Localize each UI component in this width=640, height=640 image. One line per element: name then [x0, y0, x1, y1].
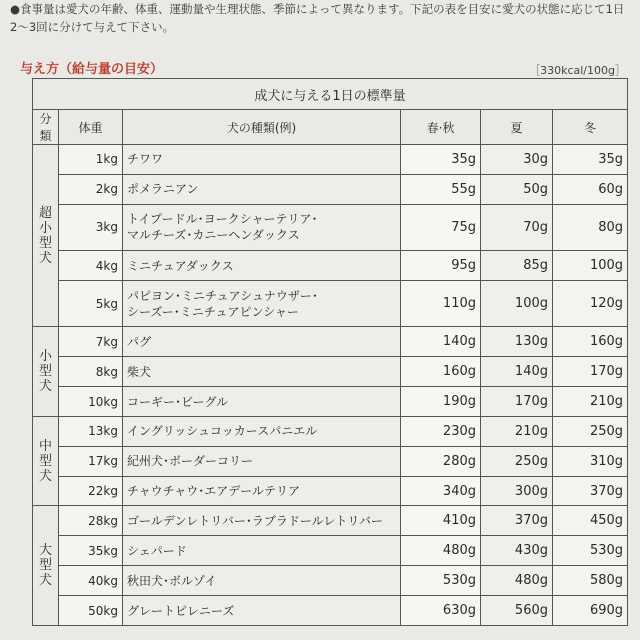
winter-amount: 100g	[553, 251, 628, 281]
winter-amount: 160g	[553, 327, 628, 357]
summer-amount: 210g	[481, 416, 553, 446]
table-row	[33, 204, 628, 250]
table-row	[33, 596, 628, 626]
header-weight: 体重	[59, 110, 123, 145]
summer-amount: 370g	[481, 506, 553, 536]
category-label: 中型犬	[38, 438, 52, 484]
winter-amount: 530g	[553, 536, 628, 566]
summer-amount: 85g	[481, 251, 553, 281]
winter-amount: 450g	[553, 506, 628, 536]
feeding-heading: 与え方（給与量の目安）	[20, 62, 164, 77]
summer-amount: 100g	[481, 280, 553, 326]
summer-amount: 50g	[481, 174, 553, 204]
weight-cell: 17kg	[59, 446, 123, 476]
spring-autumn-amount: 95g	[401, 251, 481, 281]
breed-cell: ポメラニアン	[123, 174, 401, 204]
table-row	[33, 476, 628, 506]
spring-autumn-amount: 140g	[401, 327, 481, 357]
summer-amount: 250g	[481, 446, 553, 476]
summer-amount: 430g	[481, 536, 553, 566]
table-row	[33, 416, 628, 446]
spring-autumn-amount: 75g	[401, 204, 481, 250]
weight-cell: 50kg	[59, 596, 123, 626]
header-winter: 冬	[553, 110, 628, 145]
category-cell	[33, 145, 59, 327]
winter-amount: 60g	[553, 174, 628, 204]
spring-autumn-amount: 630g	[401, 596, 481, 626]
table-row	[33, 536, 628, 566]
summer-amount: 300g	[481, 476, 553, 506]
winter-amount: 370g	[553, 476, 628, 506]
winter-amount: 170g	[553, 357, 628, 387]
spring-autumn-amount: 230g	[401, 416, 481, 446]
breed-cell: ゴールデンレトリバー･ラブラドールレトリバー	[123, 506, 401, 536]
winter-amount: 310g	[553, 446, 628, 476]
winter-amount: 35g	[553, 145, 628, 175]
table-row	[33, 145, 628, 175]
header-breed: 犬の種類(例)	[123, 110, 401, 145]
winter-amount: 690g	[553, 596, 628, 626]
header-spring-autumn: 春·秋	[401, 110, 481, 145]
table-body	[33, 145, 628, 626]
category-cell	[33, 416, 59, 506]
summer-amount: 560g	[481, 596, 553, 626]
breed-cell: パピヨン･ミニチュアシュナウザー･ シーズー･ミニチュアピンシャー	[123, 280, 401, 326]
winter-amount: 580g	[553, 566, 628, 596]
breed-cell: グレートピレニーズ	[123, 596, 401, 626]
table-row	[33, 357, 628, 387]
weight-cell: 4kg	[59, 251, 123, 281]
winter-amount: 210g	[553, 387, 628, 417]
breed-cell: ミニチュアダックス	[123, 251, 401, 281]
summer-amount: 70g	[481, 204, 553, 250]
table-title: 成犬に与える1日の標準量	[33, 79, 628, 110]
weight-cell: 13kg	[59, 416, 123, 446]
weight-cell: 7kg	[59, 327, 123, 357]
breed-cell: チワワ	[123, 145, 401, 175]
weight-cell: 2kg	[59, 174, 123, 204]
breed-cell: 柴犬	[123, 357, 401, 387]
breed-cell: 紀州犬･ボーダーコリー	[123, 446, 401, 476]
winter-amount: 250g	[553, 416, 628, 446]
spring-autumn-amount: 410g	[401, 506, 481, 536]
breed-cell: シェパード	[123, 536, 401, 566]
table-row	[33, 251, 628, 281]
weight-cell: 1kg	[59, 145, 123, 175]
table-row	[33, 174, 628, 204]
weight-cell: 22kg	[59, 476, 123, 506]
feeding-table	[32, 78, 628, 626]
table-row	[33, 280, 628, 326]
spring-autumn-amount: 110g	[401, 280, 481, 326]
table-row	[33, 446, 628, 476]
summer-amount: 140g	[481, 357, 553, 387]
spring-autumn-amount: 530g	[401, 566, 481, 596]
category-label: 超小型犬	[38, 205, 52, 266]
winter-amount: 80g	[553, 204, 628, 250]
weight-cell: 35kg	[59, 536, 123, 566]
table-row	[33, 327, 628, 357]
breed-cell: イングリッシュコッカースパニエル	[123, 416, 401, 446]
breed-cell: 秋田犬･ボルゾイ	[123, 566, 401, 596]
category-cell	[33, 327, 59, 417]
feeding-note: ●食事量は愛犬の年齢、体重、運動量や生理状態、季節によって異なります。下記の表を目安に愛犬の状態に応じて1日2〜3回に分けて与えて下さい。	[10, 2, 625, 34]
breed-cell: コーギー･ビーグル	[123, 387, 401, 417]
breed-cell: パグ	[123, 327, 401, 357]
summer-amount: 480g	[481, 566, 553, 596]
spring-autumn-amount: 35g	[401, 145, 481, 175]
winter-amount: 120g	[553, 280, 628, 326]
category-cell	[33, 506, 59, 626]
weight-cell: 10kg	[59, 387, 123, 417]
spring-autumn-amount: 55g	[401, 174, 481, 204]
spring-autumn-amount: 190g	[401, 387, 481, 417]
table-row	[33, 566, 628, 596]
table-row	[33, 387, 628, 417]
table-header-row	[33, 110, 628, 145]
weight-cell: 28kg	[59, 506, 123, 536]
spring-autumn-amount: 280g	[401, 446, 481, 476]
calorie-label: ［330kcal/100g］	[529, 64, 626, 77]
category-label: 小型犬	[38, 349, 52, 395]
summer-amount: 170g	[481, 387, 553, 417]
header-summer: 夏	[481, 110, 553, 145]
spring-autumn-amount: 480g	[401, 536, 481, 566]
spring-autumn-amount: 160g	[401, 357, 481, 387]
weight-cell: 8kg	[59, 357, 123, 387]
table-title-row	[33, 79, 628, 110]
weight-cell: 3kg	[59, 204, 123, 250]
header-category: 分類	[33, 110, 59, 145]
breed-cell: トイプードル･ヨークシャーテリア･ マルチーズ･カニーヘンダックス	[123, 204, 401, 250]
table-row	[33, 506, 628, 536]
breed-cell: チャウチャウ･エアデールテリア	[123, 476, 401, 506]
summer-amount: 130g	[481, 327, 553, 357]
weight-cell: 5kg	[59, 280, 123, 326]
summer-amount: 30g	[481, 145, 553, 175]
category-label: 大型犬	[38, 543, 52, 589]
spring-autumn-amount: 340g	[401, 476, 481, 506]
weight-cell: 40kg	[59, 566, 123, 596]
